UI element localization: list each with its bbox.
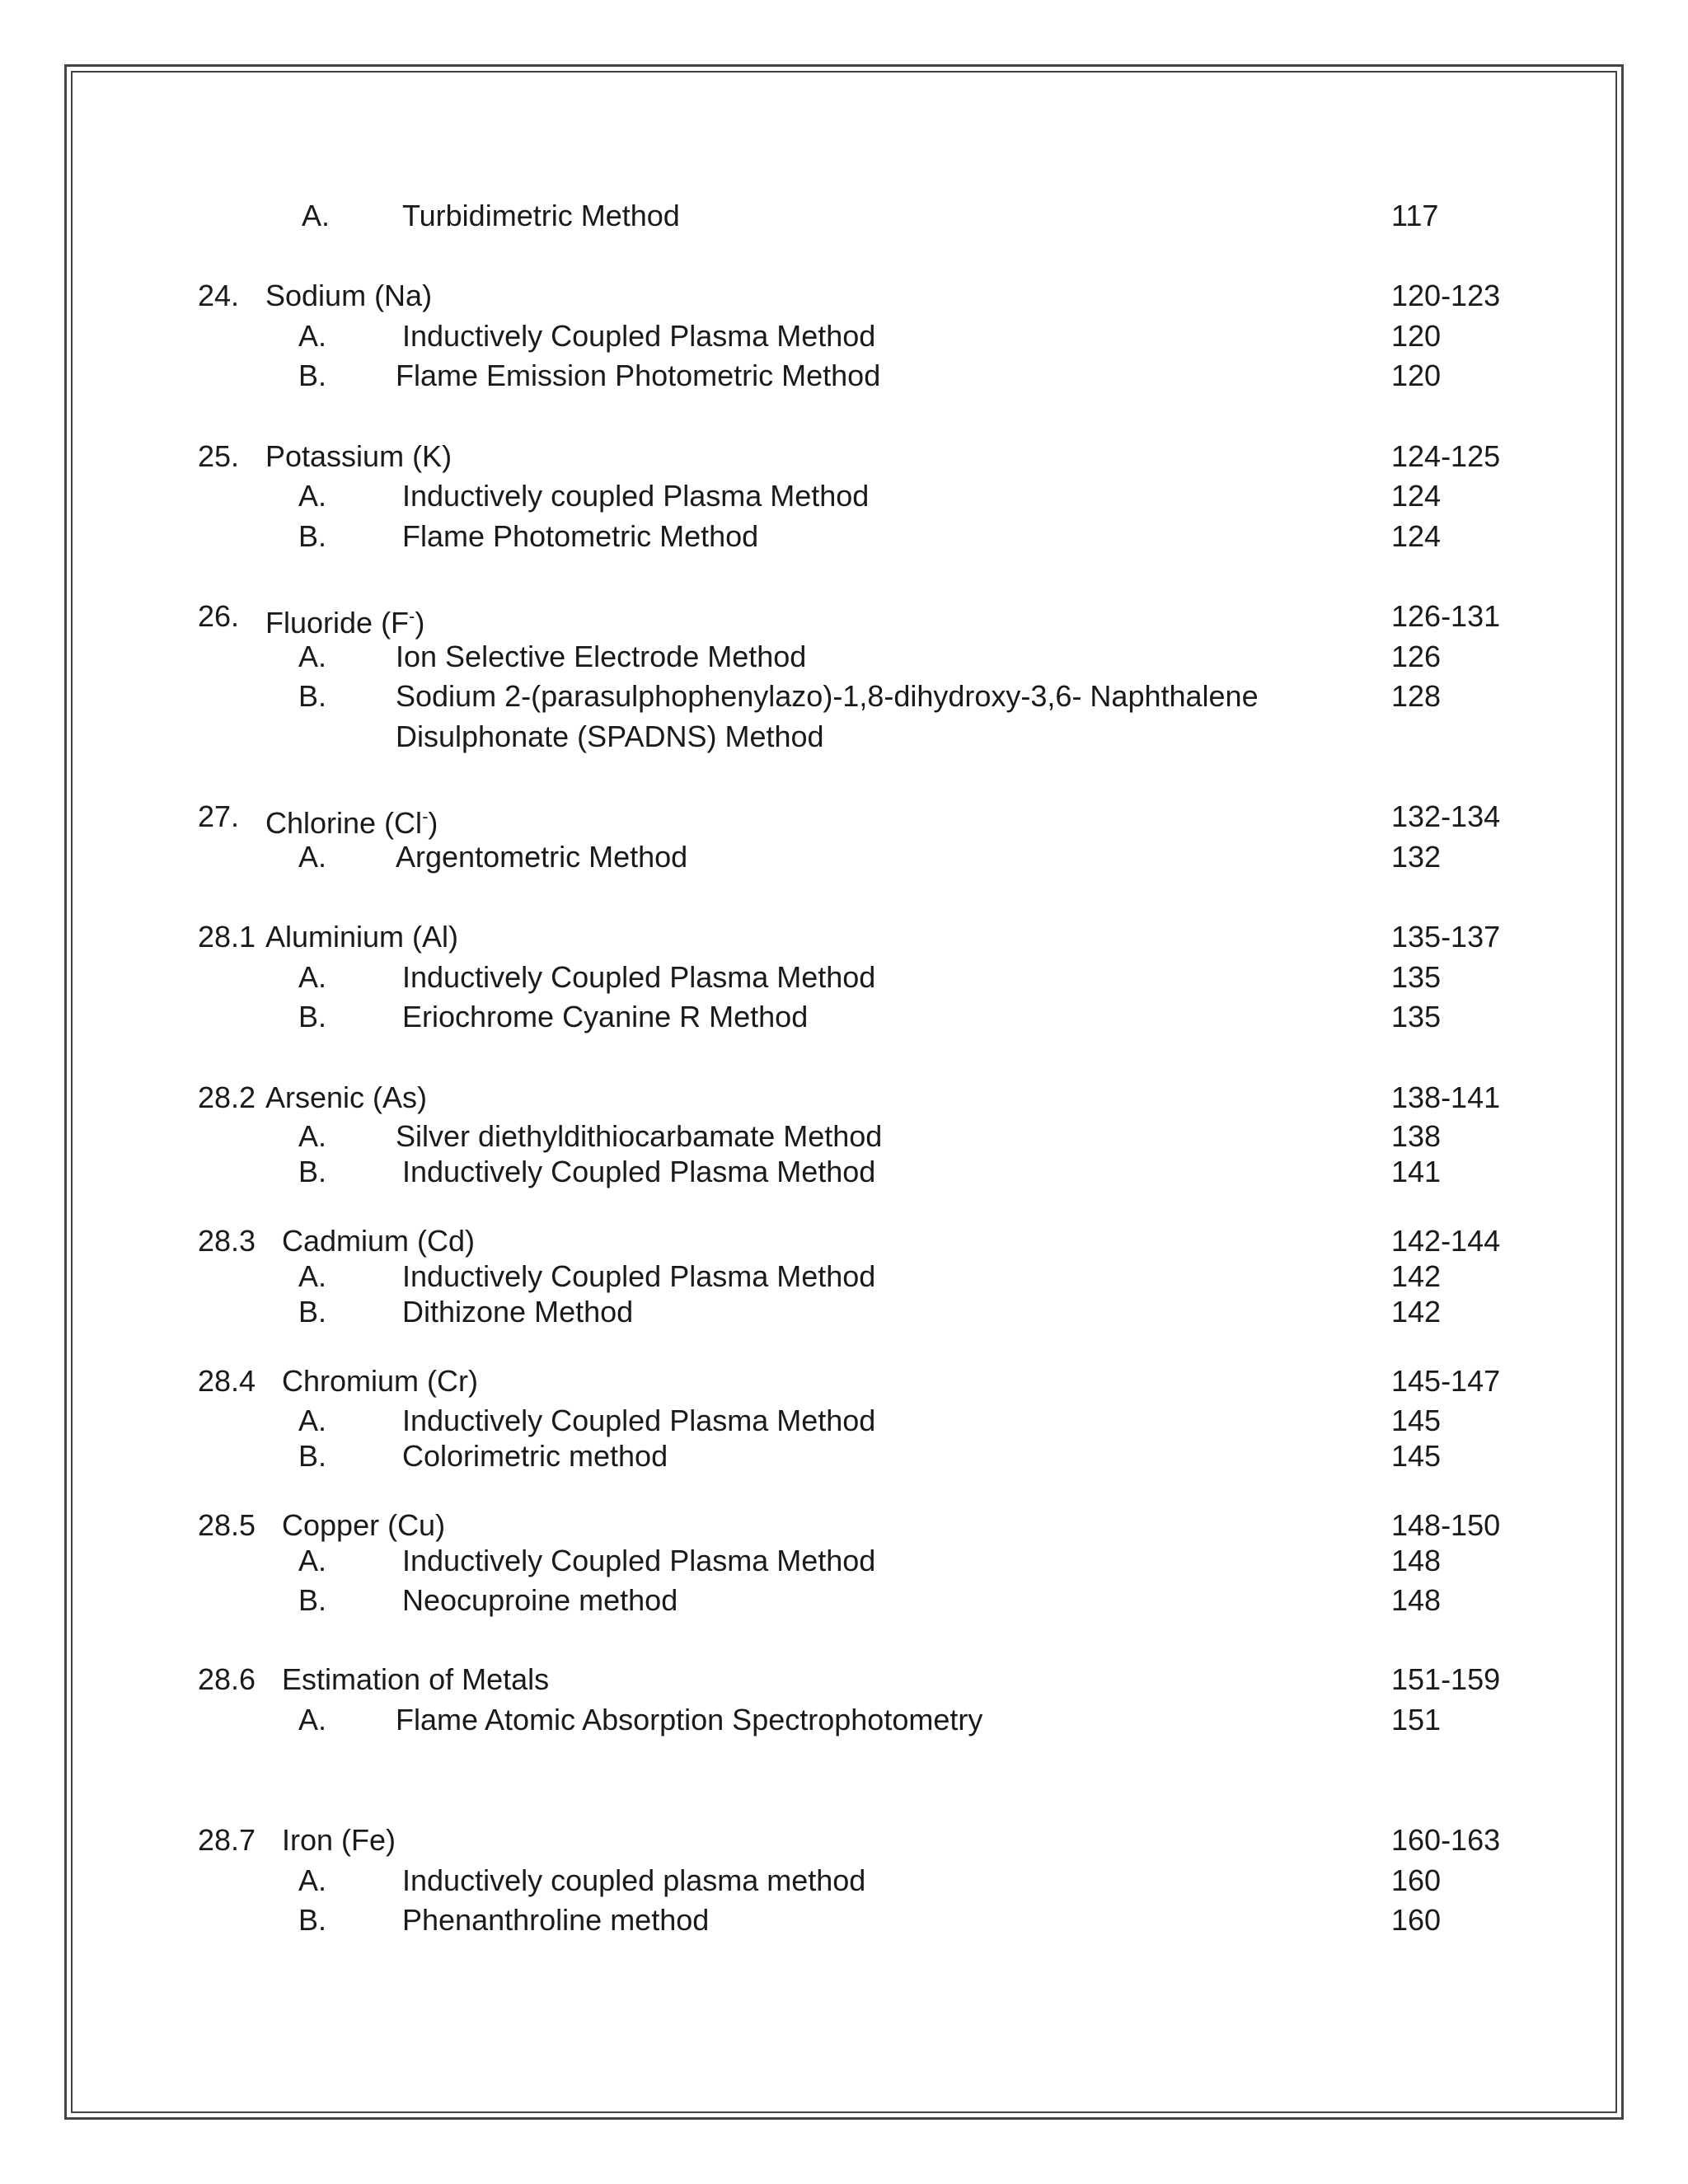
toc-section-title: Sodium (Na) [265,279,433,312]
toc-item-text: Silver diethyldithiocarbamate Method [396,1119,883,1153]
toc-item-letter: B. [298,359,327,392]
toc-section-title [265,598,424,641]
toc-section-title: Aluminium (Al) [265,920,459,954]
toc-item-page: 145 [1391,1404,1442,1437]
toc-item-text: Inductively Coupled Plasma Method [402,1155,876,1188]
toc-item-letter: A. [298,1119,327,1153]
toc-section-title-superscript: - [422,806,429,827]
toc-item-letter: A. [298,1259,327,1293]
toc-item-text: Colorimetric method [402,1439,668,1473]
toc-item-page: 135 [1391,1000,1442,1033]
toc-section-number: 28.5 [198,1508,256,1542]
toc-section-number: 28.2 [198,1080,256,1114]
toc-item-text: Inductively coupled plasma method [402,1863,866,1897]
toc-item-text: Inductively Coupled Plasma Method [402,960,876,994]
toc-item-letter: A. [298,1863,327,1897]
toc-item-text: Sodium 2-(parasulphophenylazo)-1,8-dihydroxy-3,6- Naphthalene [396,679,1259,713]
toc-section-pages: 124-125 [1391,439,1501,473]
toc-item-text: Ion Selective Electrode Method [396,640,807,673]
toc-item-text: Dithizone Method [402,1295,634,1329]
toc-section-pages: 132-134 [1391,799,1501,833]
toc-section-title-text: Chlorine (Cl [265,806,423,840]
toc-section-title: Estimation of Metals [282,1662,550,1696]
toc-section-pages: 120-123 [1391,279,1501,312]
toc-item-page: 135 [1391,960,1442,994]
toc-section-number: 28.4 [198,1364,256,1398]
toc-item-letter: B. [298,1583,327,1617]
toc-section-pages: 145-147 [1391,1364,1501,1398]
toc-item-text: Argentometric Method [396,840,688,874]
toc-item-page: 145 [1391,1439,1442,1473]
toc-section-title: Potassium (K) [265,439,452,473]
toc-section-title [265,799,438,841]
toc-section-number: 26. [198,599,240,633]
toc-section-title-text: Fluoride (F [265,606,410,640]
toc-item-text: Inductively Coupled Plasma Method [402,1259,876,1293]
toc-section-pages: 148-150 [1391,1508,1501,1542]
toc-item-letter: B. [298,1903,327,1937]
toc-item-letter: B. [298,1439,327,1473]
toc-section-number: 27. [198,799,240,833]
toc-item-page: 132 [1391,840,1442,874]
toc-item-page: 124 [1391,479,1442,513]
toc-item-letter: A. [298,840,327,874]
toc-item-page: 141 [1391,1155,1442,1188]
toc-item-page: 120 [1391,359,1442,392]
toc-item-text-continued: Disulphonate (SPADNS) Method [396,719,824,753]
toc-item-page: 160 [1391,1903,1442,1937]
toc-item-text: Inductively Coupled Plasma Method [402,1404,876,1437]
toc-item-letter: A. [298,479,327,513]
toc-item-letter: B. [298,679,327,713]
toc-section-title: Copper (Cu) [282,1508,446,1542]
toc-section-pages: 142-144 [1391,1224,1501,1258]
toc-section-title-superscript: - [409,606,415,626]
toc-item-page: 138 [1391,1119,1442,1153]
toc-item-letter: A. [298,960,327,994]
toc-item-page: 151 [1391,1703,1442,1736]
toc-item-text: Phenanthroline method [402,1903,710,1937]
toc-item-page: 120 [1391,319,1442,353]
toc-section-number: 28.7 [198,1823,256,1857]
toc-item-page: 160 [1391,1863,1442,1897]
toc-item-letter: B. [298,1155,327,1188]
toc-section-title-close: ) [428,806,438,840]
toc-item-letter: A. [302,199,331,232]
toc-item-letter: B. [298,519,327,553]
toc-item-letter: A. [298,319,327,353]
toc-item-page: 124 [1391,519,1442,553]
toc-item-text: Inductively coupled Plasma Method [402,479,870,513]
toc-section-number: 28.1 [198,920,256,954]
toc-section-number: 28.3 [198,1224,256,1258]
toc-section-pages: 135-137 [1391,920,1501,954]
toc-item-text: Eriochrome Cyanine R Method [402,1000,809,1033]
toc-section-title: Cadmium (Cd) [282,1224,476,1258]
toc-item-letter: A. [298,640,327,673]
toc-section-pages: 160-163 [1391,1823,1501,1857]
toc-item-page: 126 [1391,640,1442,673]
toc-item-page: 117 [1391,199,1439,232]
toc-item-letter: A. [298,1544,327,1577]
toc-section-pages: 126-131 [1391,599,1501,633]
toc-item-letter: A. [298,1703,327,1736]
toc-item-text: Turbidimetric Method [402,199,680,232]
toc-item-letter: A. [298,1404,327,1437]
toc-item-page: 148 [1391,1583,1442,1617]
toc-section-title: Arsenic (As) [265,1080,428,1114]
toc-section-title: Iron (Fe) [282,1823,396,1857]
toc-item-page: 148 [1391,1544,1442,1577]
toc-item-letter: B. [298,1295,327,1329]
toc-item-page: 128 [1391,679,1442,713]
toc-section-title-close: ) [415,606,425,640]
toc-item-text: Flame Atomic Absorption Spectrophotometry [396,1703,983,1736]
toc-item-text: Flame Emission Photometric Method [396,359,881,392]
toc-item-text: Flame Photometric Method [402,519,759,553]
toc-section-number: 25. [198,439,240,473]
toc-section-pages: 138-141 [1391,1080,1501,1114]
toc-item-text: Neocuproine method [402,1583,678,1617]
toc-section-title: Chromium (Cr) [282,1364,478,1398]
toc-section-number: 28.6 [198,1662,256,1696]
toc-section-number: 24. [198,279,240,312]
toc-item-page: 142 [1391,1295,1442,1329]
toc-item-page: 142 [1391,1259,1442,1293]
toc-item-text: Inductively Coupled Plasma Method [402,319,876,353]
toc-section-pages: 151-159 [1391,1662,1501,1696]
toc-item-letter: B. [298,1000,327,1033]
toc-item-text: Inductively Coupled Plasma Method [402,1544,876,1577]
